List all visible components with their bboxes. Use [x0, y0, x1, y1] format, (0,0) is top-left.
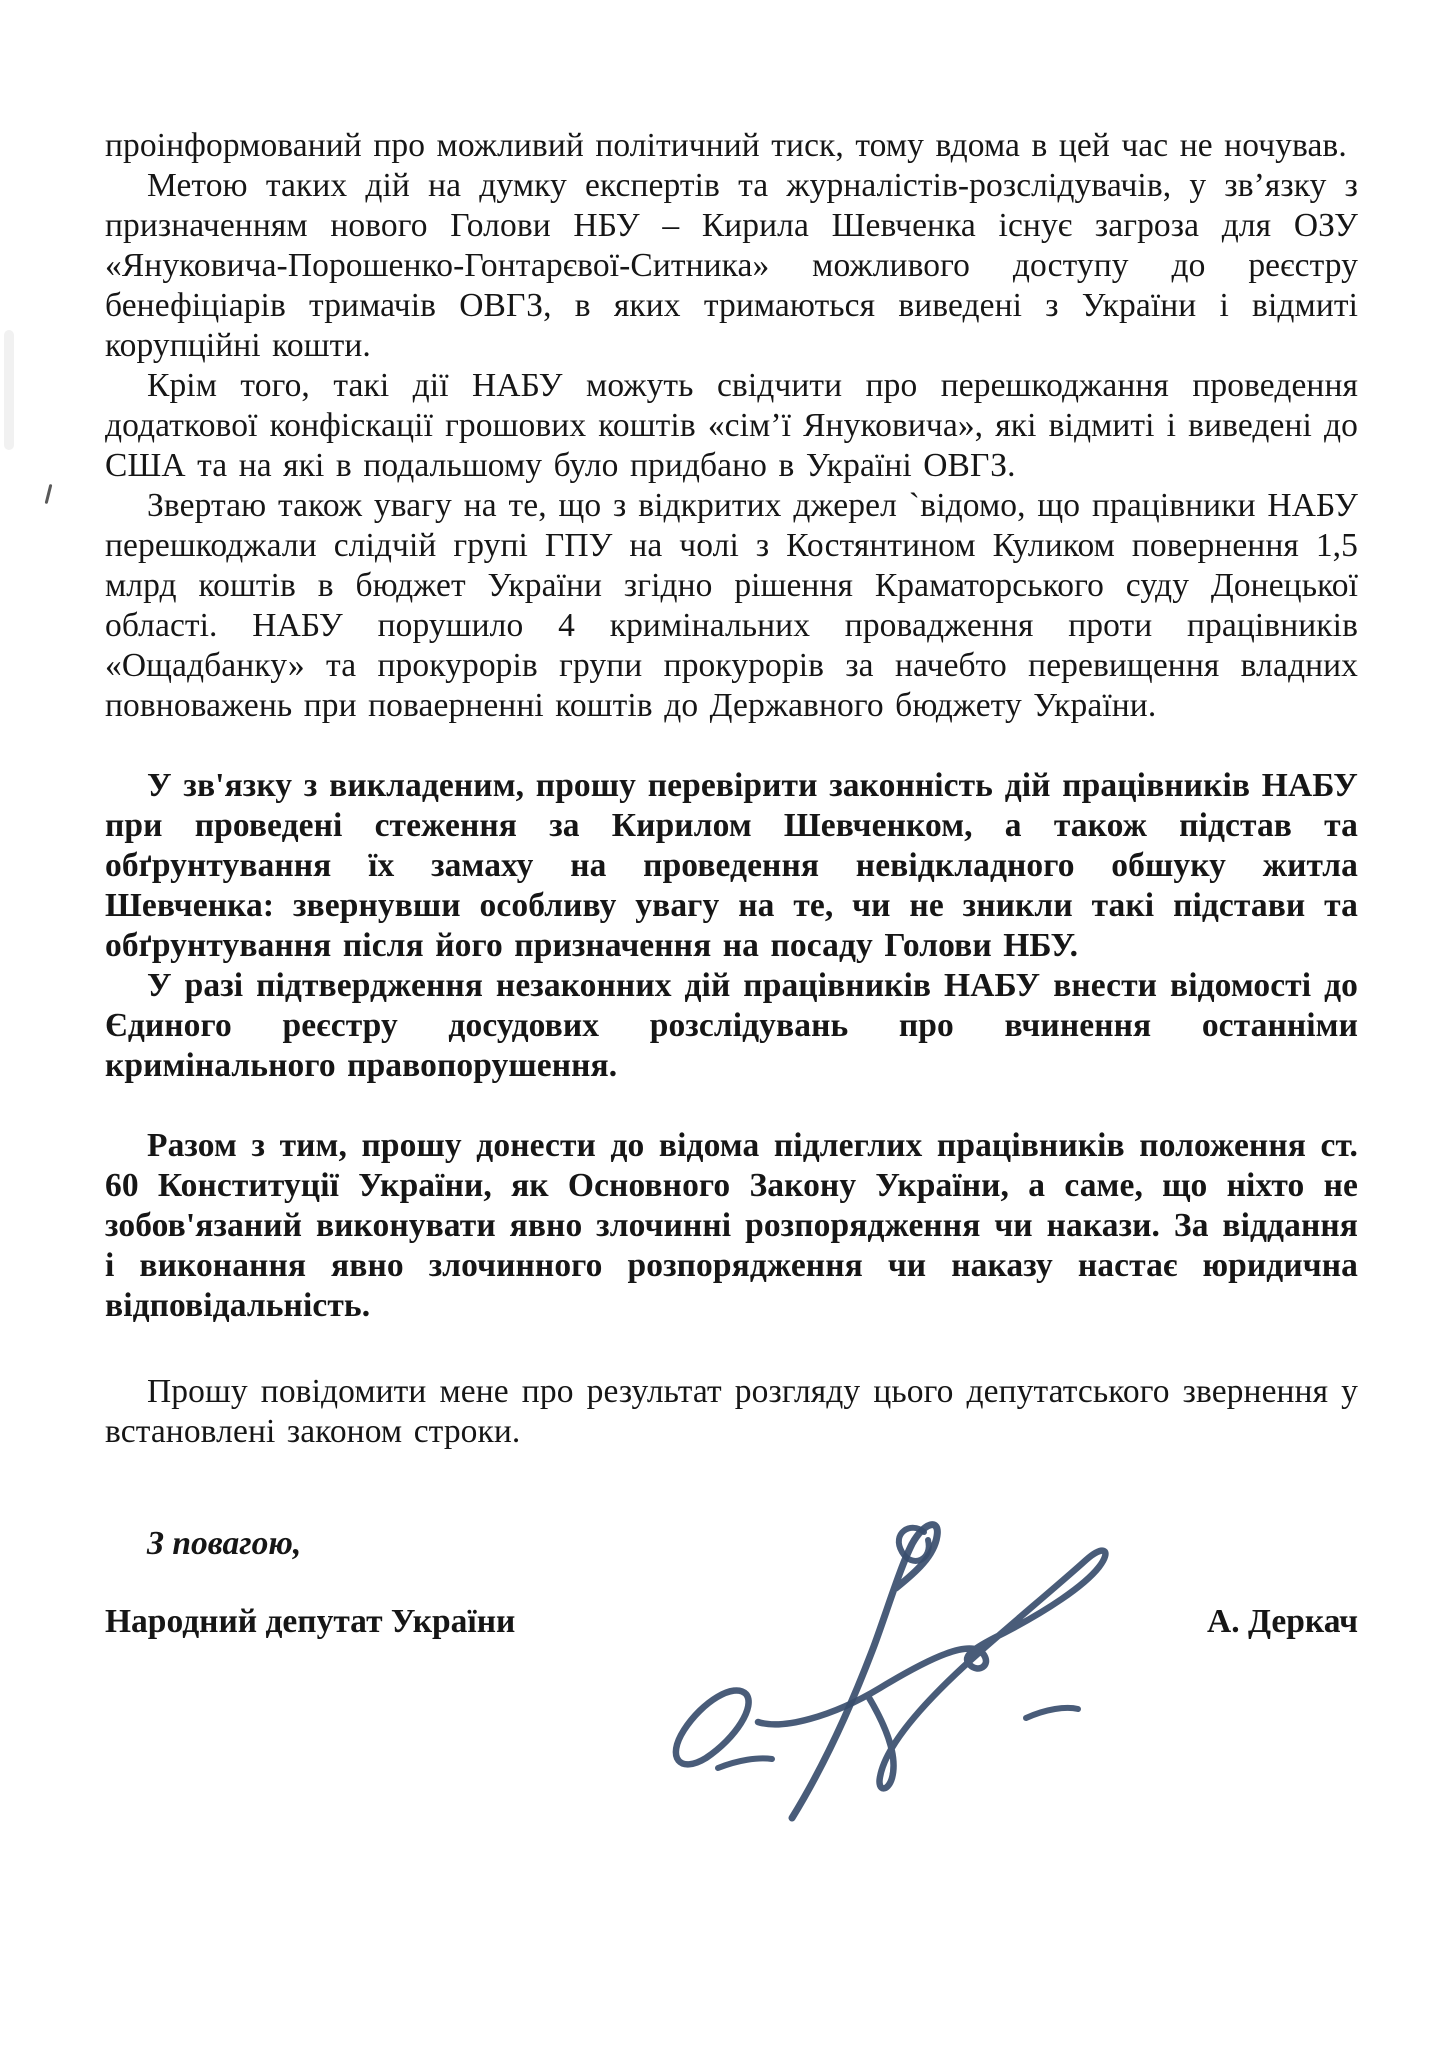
paragraph-request-bold: У разі підтвердження незаконних дій працівників НАБУ внести відомості до Єдиного реєстру досудових розслідувань про вчинення останніми кримінального правопорушення. [105, 967, 1358, 1084]
salutation: З повагою, [147, 1525, 302, 1562]
paragraph-request-bold: Разом з тим, прошу донести до відома підлеглих працівників положення ст. 60 Конституції України, як Основного Закону України, а саме, що ніхто не зобов'язаний виконувати явно злочинні розпорядження чи накази. За віддання і виконання явно злочинного розпорядження чи наказу настає юридична відповідальність. [105, 1127, 1358, 1324]
signer-name: А. Деркач [1207, 1603, 1358, 1640]
scan-edge-smudge [4, 330, 14, 450]
paragraph-request-bold: У зв'язку з викладеним, прошу перевірити законність дій працівників НАБУ при проведені стеження за Кирилом Шевченком, а також підстав та обґрунтування їх замаху на проведення невідкладного обшуку житла Шевченка: звернувши особливу увагу на те, чи не зникли такі підстави та обґрунтування після його призначення на посаду Голови НБУ. [105, 767, 1358, 964]
scan-artifact-mark [45, 484, 53, 504]
paragraph: Звертаю також увагу на те, що з відкритих джерел ˋвідомо, що працівники НАБУ перешкоджали слідчій групі ГПУ на чолі з Костянтином Куликом повернення 1,5 млрд коштів в бюджет України згідно рішення Краматорського суду Донецької області. НАБУ порушило 4 кримінальних провадження проти працівників «Ощадбанку» та прокурорів групи прокурорів за начебто перевищення владних повноважень при поваерненні коштів до Державного бюджету України. [105, 487, 1358, 724]
letter-body [105, 126, 1358, 1642]
paragraph: Метою таких дій на думку експертів та журналістів-розслідувачів, у зв’язку з призначенням нового Голови НБУ – Кирила Шевченка існує загроза для ОЗУ «Януковича-Порошенко-Гонтарєвої-Ситника» можливого доступу до реєстру бенефіціарів тримачів ОВГЗ, в яких тримаються виведені з України і відмиті корупційні кошти. [105, 167, 1358, 364]
paragraph: Прошу повідомити мене про результат розгляду цього депутатського звернення у встановлені законом строки. [105, 1373, 1358, 1450]
paragraph: Крім того, такі дії НАБУ можуть свідчити про перешкоджання проведення додаткової конфіскації грошових коштів «сім’ї Януковича», які відмиті і виведені до США та на які в подальшому було придбано в Україні ОВГЗ. [105, 367, 1358, 484]
paragraph-continuation: проінформований про можливий політичний тиск, тому вдома в цей час не ночував. [105, 127, 1347, 164]
signature-row [105, 1602, 1358, 1642]
signer-title: Народний депутат України [105, 1603, 516, 1640]
